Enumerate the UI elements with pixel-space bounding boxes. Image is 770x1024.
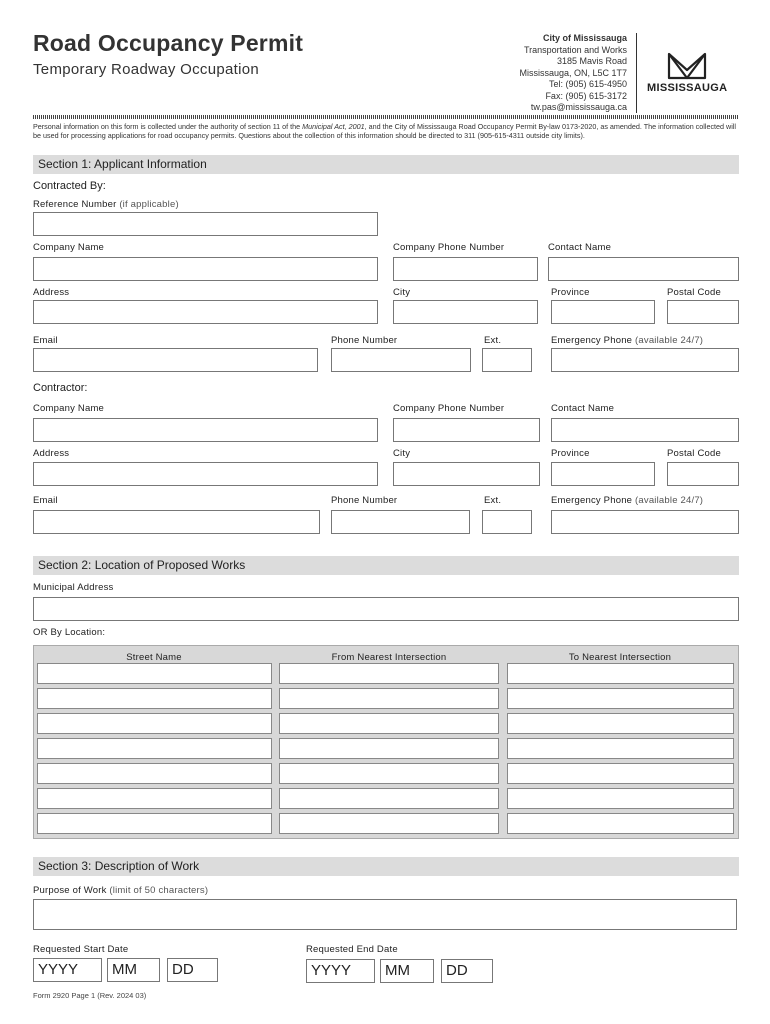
contact-name-label: Contact Name [548,242,612,253]
contractor-contact-name-label: Contact Name [551,403,615,414]
postal-code-input[interactable] [667,300,739,324]
section-3-header [33,857,739,876]
contractor-city-input[interactable] [393,462,540,486]
contracted-by-heading: Contracted By: [33,180,106,192]
phone-number-input[interactable] [331,348,471,372]
address-input[interactable] [33,300,378,324]
start-date-year-input[interactable]: YYYY [33,958,102,982]
purpose-of-work-label [33,885,208,896]
start-date-label: Requested Start Date [33,944,129,955]
address-line: Fax: (905) 615-3172 [545,90,627,101]
section-3-title: Section 3: Description of Work [38,859,200,873]
street-name-header: Street Name [126,652,182,663]
section-2-header [33,556,739,575]
province-label: Province [551,287,590,298]
from-intersection-cell[interactable] [279,738,499,759]
header-hatch-divider [33,115,739,119]
municipal-act-reference: Municipal Act, 2001 [302,122,365,131]
emergency-phone-label [551,335,703,346]
contractor-postal-code-input[interactable] [667,462,739,486]
reference-number-input[interactable] [33,212,378,236]
contact-name-input[interactable] [548,257,739,281]
ext-input[interactable] [482,348,532,372]
company-phone-input[interactable] [393,257,538,281]
contractor-company-phone-label: Company Phone Number [393,403,505,414]
from-intersection-cell[interactable] [279,663,499,684]
start-date-day-input[interactable]: DD [167,958,218,982]
section-1-title: Section 1: Applicant Information [38,157,207,171]
contractor-email-input[interactable] [33,510,320,534]
from-intersection-cell[interactable] [279,688,499,709]
city-address-block [519,33,627,114]
contractor-contact-name-input[interactable] [551,418,739,442]
contractor-company-name-input[interactable] [33,418,378,442]
privacy-notice [33,122,739,141]
reference-number-label [33,199,179,210]
or-by-location-label: OR By Location: [33,627,106,638]
province-input[interactable] [551,300,655,324]
contractor-emergency-phone-input[interactable] [551,510,739,534]
contractor-email-label: Email [33,495,58,506]
header-divider [636,33,637,113]
from-intersection-cell[interactable] [279,813,499,834]
contractor-ext-label: Ext. [484,495,502,506]
street-name-cell[interactable] [37,813,272,834]
address-line: Transportation and Works [523,44,627,55]
to-intersection-header: To Nearest Intersection [568,652,672,663]
contractor-ext-input[interactable] [482,510,532,534]
company-phone-label: Company Phone Number [393,242,505,253]
form-footer: Form 2920 Page 1 (Rev. 2024 03) [33,991,147,1000]
end-date-day-input[interactable]: DD [441,959,493,983]
contractor-phone-number-label: Phone Number [331,495,398,506]
city-input[interactable] [393,300,538,324]
address-line: Mississauga, ON, L5C 1T7 [519,67,627,78]
municipal-address-input[interactable] [33,597,739,621]
address-label: Address [33,287,70,298]
contractor-city-label: City [393,448,411,459]
to-intersection-cell[interactable] [507,688,734,709]
contractor-address-input[interactable] [33,462,378,486]
to-intersection-cell[interactable] [507,663,734,684]
emergency-phone-input[interactable] [551,348,739,372]
to-intersection-cell[interactable] [507,738,734,759]
contractor-province-input[interactable] [551,462,655,486]
contractor-emergency-phone-label [551,495,703,506]
privacy-text-2: , and the City of Mississauga Road Occupancy Permit By-law 0173-2020, as amended. The information collected will be used for processing applications for road occupancy permits. Questions about the collection of this information should be directed to 311 (905-615-4311 outside city limits). [33,122,737,141]
street-name-cell[interactable] [37,763,272,784]
logo-wordmark: MISSISSAUGA [647,82,728,94]
company-name-input[interactable] [33,257,378,281]
street-name-cell[interactable] [37,738,272,759]
to-intersection-cell[interactable] [507,713,734,734]
section-1-header [33,155,739,174]
street-name-cell[interactable] [37,663,272,684]
purpose-of-work-hint: (limit of 50 characters) [109,885,209,896]
address-line: tw.pas@mississauga.ca [530,102,627,112]
form-subtitle: Temporary Roadway Occupation [33,61,260,78]
street-name-cell[interactable] [37,713,272,734]
city-label: City [393,287,411,298]
reference-number-label-text: Reference Number [33,199,117,210]
mississauga-m-icon [667,52,707,80]
contractor-company-name-label: Company Name [33,403,105,414]
mississauga-logo [647,52,731,94]
street-name-cell[interactable] [37,688,272,709]
address-line: Tel: (905) 615-4950 [548,79,627,89]
address-line: 3185 Mavis Road [556,56,627,66]
email-input[interactable] [33,348,318,372]
privacy-text-1: Personal information on this form is collected under the authority of section 11 of the [33,122,303,131]
municipal-address-label: Municipal Address [33,582,114,593]
contractor-emergency-phone-label-text: Emergency Phone [551,495,633,506]
end-date-year-input[interactable]: YYYY [306,959,375,983]
contractor-address-label: Address [33,448,70,459]
ext-label: Ext. [484,335,502,346]
purpose-of-work-input[interactable] [33,899,737,930]
phone-number-label: Phone Number [331,335,398,346]
to-intersection-cell[interactable] [507,788,734,809]
contractor-heading: Contractor: [33,382,88,394]
from-intersection-cell[interactable] [279,713,499,734]
contractor-company-phone-input[interactable] [393,418,540,442]
section-2-title: Section 2: Location of Proposed Works [38,558,246,572]
email-label: Email [33,335,58,346]
emergency-phone-label-text: Emergency Phone [551,335,633,346]
postal-code-label: Postal Code [667,287,721,298]
street-name-cell[interactable] [37,788,272,809]
from-intersection-header: From Nearest Intersection [331,652,447,663]
company-name-label: Company Name [33,242,105,253]
contractor-province-label: Province [551,448,590,459]
address-line: City of Mississauga [542,33,627,43]
from-intersection-cell[interactable] [279,788,499,809]
from-intersection-cell[interactable] [279,763,499,784]
to-intersection-cell[interactable] [507,813,734,834]
contractor-postal-code-label: Postal Code [667,448,721,459]
start-date-month-input[interactable]: MM [107,958,160,982]
contractor-emergency-phone-hint: (available 24/7) [635,495,704,506]
purpose-of-work-label-text: Purpose of Work [33,885,107,896]
end-date-label: Requested End Date [306,944,398,955]
to-intersection-cell[interactable] [507,763,734,784]
reference-number-hint: (if applicable) [119,199,179,210]
contractor-phone-number-input[interactable] [331,510,470,534]
form-title: Road Occupancy Permit [33,30,304,56]
end-date-month-input[interactable]: MM [380,959,434,983]
emergency-phone-hint: (available 24/7) [635,335,704,346]
